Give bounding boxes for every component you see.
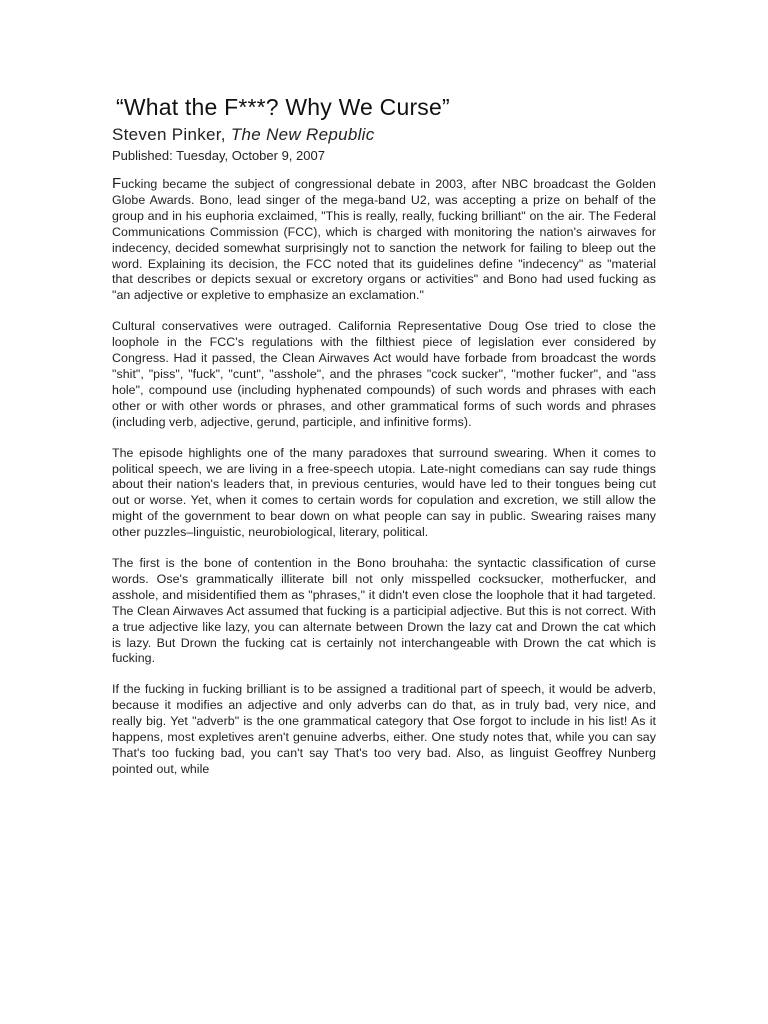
- publish-date: Published: Tuesday, October 9, 2007: [112, 148, 325, 163]
- paragraph-2: Cultural conservatives were outraged. California Representative Doug Ose tried to close the loophole in the FCC's regulations with the filthiest piece of legislation ever considered by Congress. Had it passed, the Clean Airwaves Act would have forbade from broadcast the words "shit", "piss", "fuck", "cunt", "asshole", and the phrases "cock sucker", "mother fucker", and "ass hole", compound use (including hyphenated compounds) of such words and phrases with each other or with other words or phrases, and other grammatical forms of such words and phrases (including verb, adjective, gerund, participle, and infinitive forms).: [112, 319, 656, 429]
- drop-cap: F: [112, 175, 122, 192]
- byline: [112, 124, 656, 146]
- paragraph-5: If the fucking in fucking brilliant is to be assigned a traditional part of speech, it would be adverb, because it modifies an adjective and only adverbs can do that, as in truly bad, very nice, and really big. Yet "adverb" is the one grammatical category that Ose forgot to include in his list! As it happens, most expletives aren't genuine adverbs, either. One study notes that, while you can say That's too fucking bad, you can't say That's too very bad. Also, as linguist Geoffrey Nunberg pointed out, while: [112, 682, 656, 776]
- article-title: “What the F***? Why We Curse”: [116, 94, 450, 120]
- paragraph-1: [112, 176, 656, 304]
- article: [112, 92, 656, 793]
- publication-name: The New Republic: [230, 125, 375, 144]
- paragraph-1-text: ucking became the subject of congressional debate in 2003, after NBC broadcast the Golden Globe Awards. Bono, lead singer of the mega-band U2, was accepting a prize on behalf of the group and in his euphoria exclaimed, "This is really, really, fucking brilliant" on the air. The Federal Communications Commission (FCC), which is charged with monitoring the nation's airwaves for indecency, decided somewhat surprisingly not to sanction the network for failing to bleep out the word. Explaining its decision, the FCC noted that its guidelines define "indecency" as "material that describes or depicts sexual or excretory organs or activities" and Bono had used fucking as "an adjective or expletive to emphasize an exclamation.": [112, 177, 656, 303]
- paragraph-3: The episode highlights one of the many paradoxes that surround swearing. When it comes to political speech, we are living in a free-speech utopia. Late-night comedians can say rude things about their nation's leaders that, in previous centuries, would have led to their tongues being cut out or worse. Yet, when it comes to certain words for copulation and excretion, we still allow the might of the government to bear down on what people can say in public. Swearing raises many other puzzles–linguistic, neurobiological, literary, political.: [112, 445, 656, 540]
- paragraph-4: The first is the bone of contention in the Bono brouhaha: the syntactic classification of curse words. Ose's grammatically illiterate bill not only misspelled cocksucker, motherfucker, and asshole, and misidentified them as "phrases," it didn't even close the loophole that it had targeted. The Clean Airwaves Act assumed that fucking is a participial adjective. But this is not correct. With a true adjective like lazy, you can alternate between Drown the lazy cat and Drown the cat which is lazy. But Drown the fucking cat is certainly not interchangeable with Drown the cat which is fucking.: [112, 556, 656, 666]
- author-name: Steven Pinker,: [112, 125, 226, 144]
